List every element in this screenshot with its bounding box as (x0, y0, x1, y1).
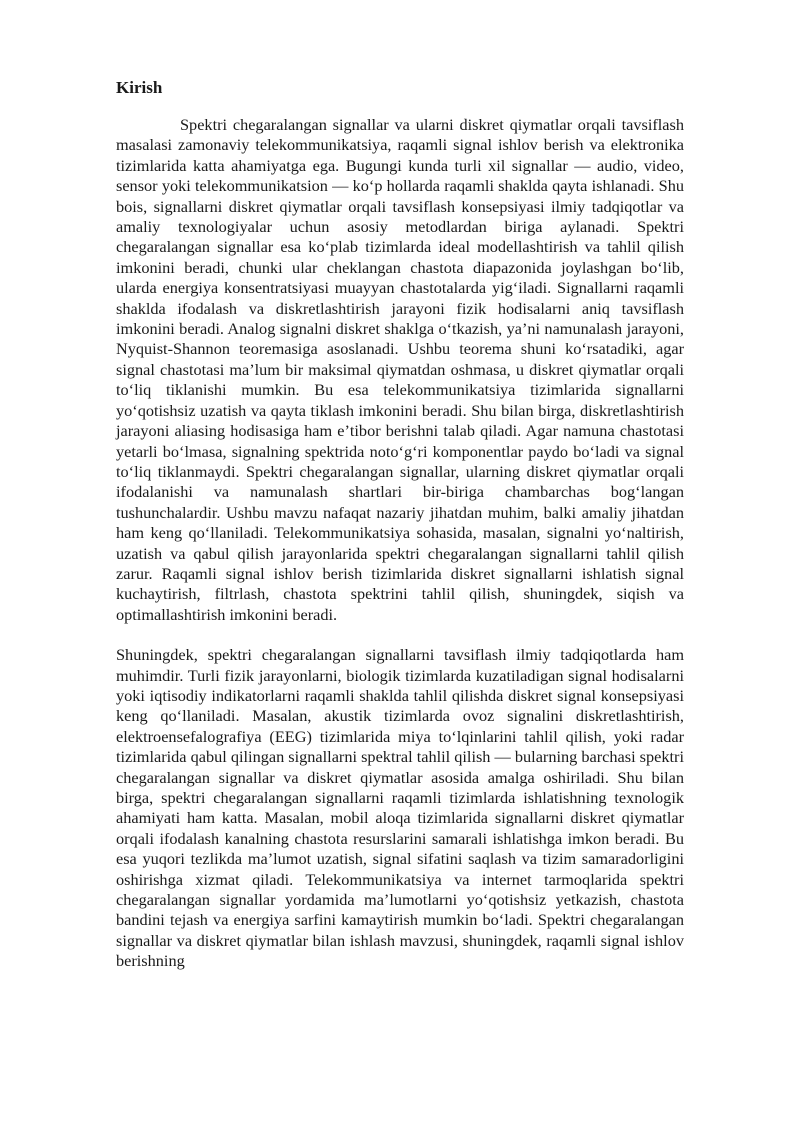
paragraph-intro: Spektri chegaralangan signallar va ularni diskret qiymatlar orqali tavsiflash masalasi zamonaviy telekommunikatsiya, raqamli signal ishlov berish va elektronika tizimlarida katta ahamiyatga ega. Bugungi kunda turli xil signallar — audio, video, sensor yoki telekommunikatsion — koʻp hollarda raqamli shaklda qayta ishlanadi. Shu bois, signallarni diskret qiymatlar orqali tavsiflash konsepsiyasi ilmiy tadqiqotlar va amaliy texnologiyalar uchun asosiy metodlardan biriga aylanadi. Spektri chegaralangan signallar esa koʻplab tizimlarda ideal modellashtirish va tahlil qilish imkonini beradi, chunki ular cheklangan chastota diapazonida joylashgan boʻlib, ularda energiya konsentratsiyasi muayyan chastotalarda yigʻiladi. Signallarni raqamli shaklda ifodalash va diskretlashtirish jarayoni fizik hodisalarni aniq tavsiflash imkonini beradi. Analog signalni diskret shaklga oʻtkazish, yaʼni namunalash jarayoni, Nyquist-Shannon teoremasiga asoslanadi. Ushbu teorema shuni koʻrsatadiki, agar signal chastotasi maʼlum bir maksimal qiymatdan oshmasa, u diskret qiymatlar orqali toʻliq tiklanishi mumkin. Bu esa telekommunikatsiya tizimlarida signallarni yoʻqotishsiz uzatish va qayta tiklash imkonini beradi. Shu bilan birga, diskretlashtirish jarayoni aliasing hodisasiga ham eʼtibor berishni talab qiladi. Agar namuna chastotasi yetarli boʻlmasa, signalning spektrida notoʻgʻri komponentlar paydo boʻladi va signal toʻliq tiklanmaydi. Spektri chegaralangan signallar, ularning diskret qiymatlar orqali ifodalanishi va namunalash shartlari bir-biriga chambarchas bogʻlangan tushunchalardir. Ushbu mavzu nafaqat nazariy jihatdan muhim, balki amaliy jihatdan ham keng qoʻllaniladi. Telekommunikatsiya sohasida, masalan, signalni yoʻnaltirish, uzatish va qabul qilish jarayonlarida spektri chegaralangan signallarni tahlil qilish zarur. Raqamli signal ishlov berish tizimlarida diskret signallarni ishlatish signal kuchaytirish, filtrlash, chastota spektrini tahlil qilish, shuningdek, siqish va optimallashtirish imkonini beradi. (116, 115, 684, 624)
paragraph-second: Shuningdek, spektri chegaralangan signallarni tavsiflash ilmiy tadqiqotlarda ham muhimdir. Turli fizik jarayonlarni, biologik tizimlarda kuzatiladigan signal hodisalarni yoki iqtisodiy indikatorlarni raqamli shaklda tahlil qilishda diskret signal konsepsiyasi keng qoʻllaniladi. Masalan, akustik tizimlarda ovoz signalini diskretlashtirish, elektroensefalografiya (EEG) tizimlarida miya toʻlqinlarini tahlil qilish, yoki radar tizimlarida qabul qilingan signallarni spektral tahlil qilish — bularning barchasi spektri chegaralangan signallar va diskret qiymatlar asosida amalga oshiriladi. Shu bilan birga, spektri chegaralangan signallarni raqamli tizimlarda ishlatishning texnologik ahamiyati ham katta. Masalan, mobil aloqa tizimlarida signallarni diskret qiymatlar orqali ifodalash kanalning chastota resurslarini samarali ishlatishga imkon beradi. Bu esa yuqori tezlikda maʼlumot uzatish, signal sifatini saqlash va tizim samaradorligini oshirishga xizmat qiladi. Telekommunikatsiya va internet tarmoqlarida spektri chegaralangan signallar yordamida maʼlumotlarni yoʻqotishsiz yetkazish, chastota bandini tejash va energiya sarfini kamaytirish mumkin boʻladi. Spektri chegaralangan signallar va diskret qiymatlar bilan ishlash mavzusi, shuningdek, raqamli signal ishlov berishning (116, 645, 684, 971)
section-heading: Kirish (116, 78, 163, 97)
